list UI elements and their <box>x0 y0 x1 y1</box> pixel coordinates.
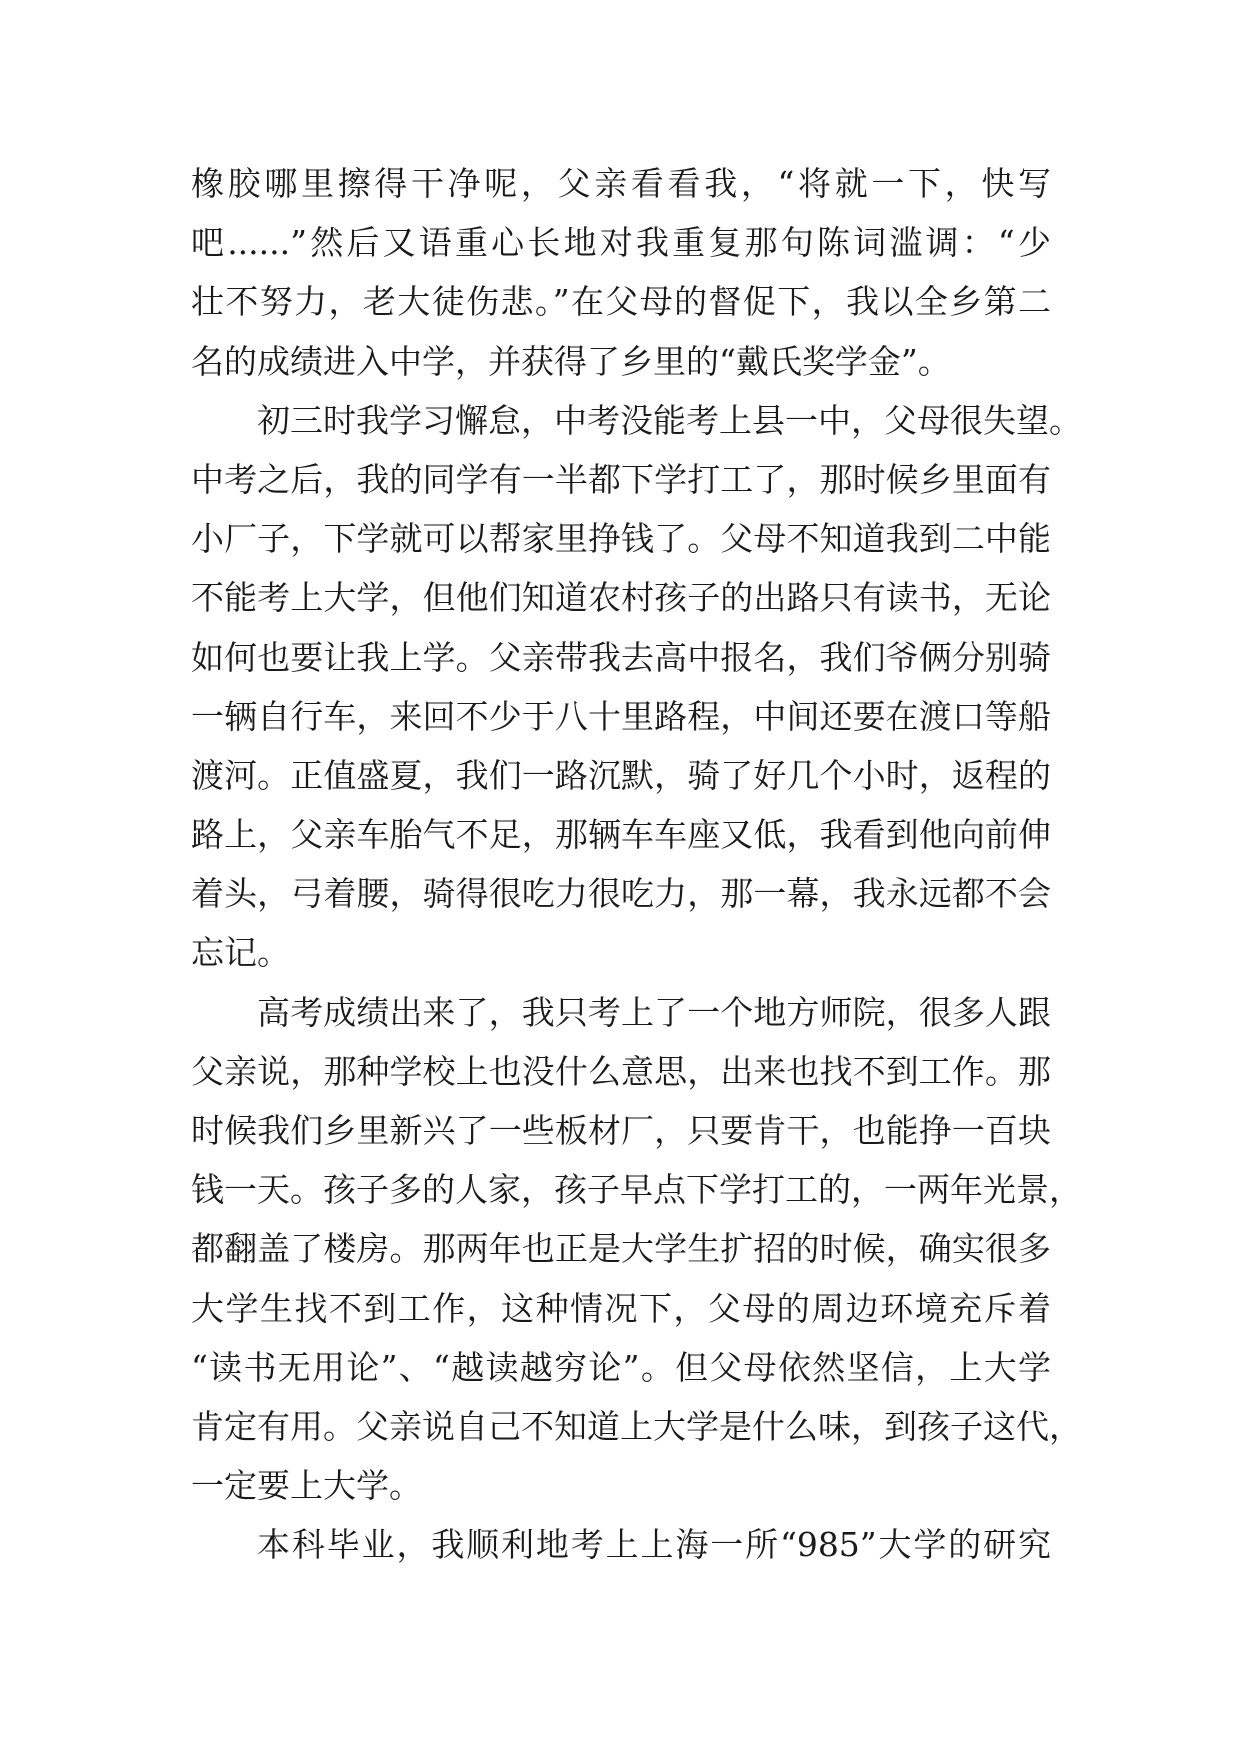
paragraph-4 <box>191 1515 1051 1574</box>
text-line: 都翻盖了楼房。那两年也正是大学生扩招的时候，确实很多 <box>191 1229 1051 1269</box>
text-line: 壮不努力，老大徒伤悲。”在父母的督促下，我以全乡第二 <box>191 282 1051 322</box>
text-line: 肯定有用。父亲说自己不知道上大学是什么味，到孩子这代， <box>191 1406 1082 1446</box>
text-line: 渡河。正值盛夏，我们一路沉默，骑了好几个小时，返程的 <box>191 755 1051 795</box>
paragraph-1 <box>191 154 1051 391</box>
text-line: 小厂子，下学就可以帮家里挣钱了。父母不知道我到二中能 <box>191 519 1051 559</box>
text-line: 大学生找不到工作，这种情况下，父母的周边环境充斥着 <box>191 1288 1051 1328</box>
text-line: 一定要上大学。 <box>191 1466 422 1506</box>
paragraph-2 <box>191 391 1082 983</box>
text-line: 本科毕业，我顺利地考上上海一所“985”大学的研究 <box>257 1525 1051 1565</box>
text-line: “读书无用论”、“越读越穷论”。但父母依然坚信，上大学 <box>191 1347 1051 1387</box>
text-line: 橡胶哪里擦得干净呢，父亲看看我，“将就一下，快写 <box>191 164 1051 203</box>
text-line: 吧......”然后又语重心长地对我重复那句陈词滥调：“少 <box>191 223 1051 263</box>
text-line: 时候我们乡里新兴了一些板材厂，只要肯干，也能挣一百块 <box>191 1111 1051 1150</box>
text-line: 忘记。 <box>191 933 290 973</box>
text-line: 父亲说，那种学校上也没什么意思，出来也找不到工作。那 <box>191 1051 1051 1091</box>
paragraph-3 <box>191 983 1082 1516</box>
text-line: 不能考上大学，但他们知道农村孩子的出路只有读书，无论 <box>191 578 1051 618</box>
text-line: 高考成绩出来了，我只考上了一个地方师院，很多人跟 <box>257 992 1051 1032</box>
text-line: 中考之后，我的同学有一半都下学打工了，那时候乡里面有 <box>191 459 1051 499</box>
text-line: 着头，弓着腰，骑得很吃力很吃力，那一幕，我永远都不会 <box>191 874 1051 914</box>
text-line: 如何也要让我上学。父亲带我去高中报名，我们爷俩分别骑 <box>191 637 1051 677</box>
text-line: 路上，父亲车胎气不足，那辆车车座又低，我看到他向前伸 <box>191 815 1051 855</box>
body-text <box>191 154 1082 1575</box>
text-line: 名的成绩进入中学，并获得了乡里的“戴氏奖学金”。 <box>191 341 951 381</box>
text-line: 初三时我学习懈怠，中考没能考上县一中，父母很失望。 <box>257 400 1082 440</box>
text-line: 钱一天。孩子多的人家，孩子早点下学打工的，一两年光景， <box>191 1170 1082 1210</box>
text-line: 一辆自行车，来回不少于八十里路程，中间还要在渡口等船 <box>191 696 1051 736</box>
